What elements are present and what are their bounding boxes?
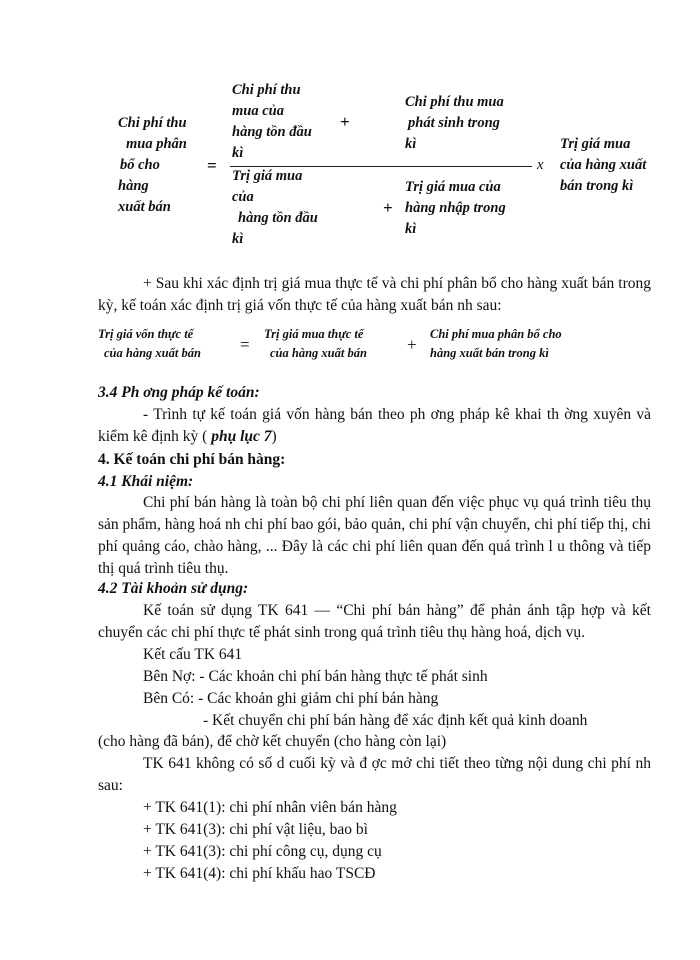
- formula2-plus-sign: +: [407, 335, 417, 354]
- credit-side: Bên Có: - Các khoản ghi giảm chi phí bán hàng: [143, 690, 439, 707]
- formula2-term-allocated-cost: [430, 325, 562, 363]
- formula-times-sign: x: [537, 157, 544, 173]
- formula-lhs-line: hàng: [118, 178, 149, 194]
- formula-plus-sign: +: [383, 198, 393, 217]
- formula-text-line: của: [232, 189, 254, 205]
- formula2-term-cost-of-goods-sold: [98, 325, 201, 363]
- formula-rhs: [560, 134, 646, 197]
- credit-transfer-line: - Kết chuyển chi phí bán hàng để xác định kết quả kinh doanh: [203, 712, 588, 729]
- formula-text-line: kì: [405, 136, 417, 152]
- paragraph-3-4: [98, 404, 651, 448]
- formula-text-line: Trị giá mua: [232, 168, 303, 184]
- paragraph-4-2: Kế toán sử dụng TK 641 — “Chi phí bán hàng” để phản ánh tập hợp và kết chuyển các chi phí thực tế phát sinh trong quá trình tiêu thụ hàng hoá, dịch vụ.: [98, 602, 651, 641]
- formula-text-line: kì: [405, 221, 417, 237]
- formula-text-line: Chi phí mua phân bổ cho: [430, 327, 562, 341]
- debit-side: Bên Nợ: - Các khoản chi phí bán hàng thực tế phát sinh: [143, 668, 488, 685]
- formula-text-line: của hàng xuất bán: [104, 346, 201, 360]
- formula-lhs-line: Chi phí thu: [118, 115, 187, 131]
- formula-lhs-line: bổ cho: [120, 157, 160, 173]
- formula-text-line: hàng nhập trong: [405, 200, 506, 216]
- formula-text-line: hàng xuất bán trong kì: [430, 346, 549, 360]
- formula-text-line: phát sinh trong: [408, 115, 500, 131]
- formula-denominator-opening-value: [232, 166, 318, 250]
- formula-plus-sign: +: [340, 112, 350, 131]
- heading-4-1: 4.1 Khái niệm:: [98, 473, 194, 490]
- formula-text-line: Trị giá mua: [560, 136, 631, 152]
- paragraph-3-4-close: ): [271, 428, 277, 445]
- formula-text-line: Trị giá mua của: [405, 179, 501, 195]
- paragraph-tk641-detail: TK 641 không có số d cuối kỳ và đ ợc mở chi tiết theo từng nội dung chi phí nh sau:: [98, 755, 651, 794]
- formula-text-line: kì: [232, 231, 244, 247]
- formula-text-line: Trị giá mua thực tế: [264, 327, 364, 341]
- heading-4: 4. Kế toán chi phí bán hàng:: [98, 451, 286, 468]
- account-structure-label: Kết cấu TK 641: [143, 646, 243, 663]
- list-item: + TK 641(1): chi phí nhân viên bán hàng: [143, 799, 397, 816]
- formula-text-line: mua của: [232, 103, 284, 119]
- formula-lhs-line: xuất bán: [118, 199, 171, 215]
- formula-text-line: Trị giá vốn thực tế: [98, 327, 194, 341]
- heading-3-4: 3.4 Ph ơng pháp kế toán:: [98, 384, 260, 401]
- formula-text-line: của hàng xuất bán: [270, 346, 367, 360]
- formula2-equals-sign: =: [240, 335, 250, 354]
- heading-4-2: 4.2 Tài khoản sử dụng:: [98, 580, 249, 597]
- formula-text-line: kì: [232, 145, 244, 161]
- formula-lhs: [118, 113, 187, 218]
- formula-text-line: Chi phí thu: [232, 82, 301, 98]
- paragraph-3-4-text: - Trình tự kế toán giá vốn hàng bán theo ph ơng pháp kê khai th ờng xuyên và kiểm kê định kỳ (: [98, 406, 651, 445]
- formula-text-line: của hàng xuất: [560, 157, 647, 173]
- formula-equals-sign: =: [207, 156, 217, 175]
- formula-numerator-period-cost: [405, 92, 504, 155]
- credit-transfer-line-cont: (cho hàng đã bán), để chờ kết chuyển (cho hàng còn lại): [98, 733, 447, 750]
- formula-text-line: Chi phí thu mua: [405, 94, 504, 110]
- paragraph-actual-cost-intro: + Sau khi xác định trị giá mua thực tế và chi phí phân bổ cho hàng xuất bán trong kỳ, kế toán xác định trị giá vốn thực tế của hàng xuất bán nh sau:: [98, 275, 651, 314]
- formula-text-line: hàng tồn đầu: [232, 124, 312, 140]
- appendix-reference: phụ lục 7: [211, 428, 272, 445]
- list-item: + TK 641(3): chi phí công cụ, dụng cụ: [143, 843, 382, 860]
- list-item: + TK 641(4): chi phí khấu hao TSCĐ: [143, 865, 376, 882]
- formula-denominator-purchase-value: [405, 177, 506, 240]
- formula-lhs-line: mua phân: [126, 136, 187, 152]
- formula-numerator-opening-cost: [232, 80, 312, 164]
- formula2-term-purchase-value: [264, 325, 367, 363]
- list-item: + TK 641(3): chi phí vật liệu, bao bì: [143, 821, 368, 838]
- formula-text-line: bán trong kì: [560, 178, 634, 194]
- paragraph-4-1: Chi phí bán hàng là toàn bộ chi phí liên quan đến việc phục vụ quá trình tiêu thụ sản phẩm, hàng hoá nh chi phí bao gói, bảo quản, chi phí vận chuyển, chi phí tiếp thị, chi phí quảng cáo, chào hàng, ... Đây là các chi phí liên quan đến quá trình l u thông và tiếp thị quá trình tiêu thụ.: [98, 494, 651, 577]
- formula-text-line: hàng tồn đầu: [238, 210, 318, 226]
